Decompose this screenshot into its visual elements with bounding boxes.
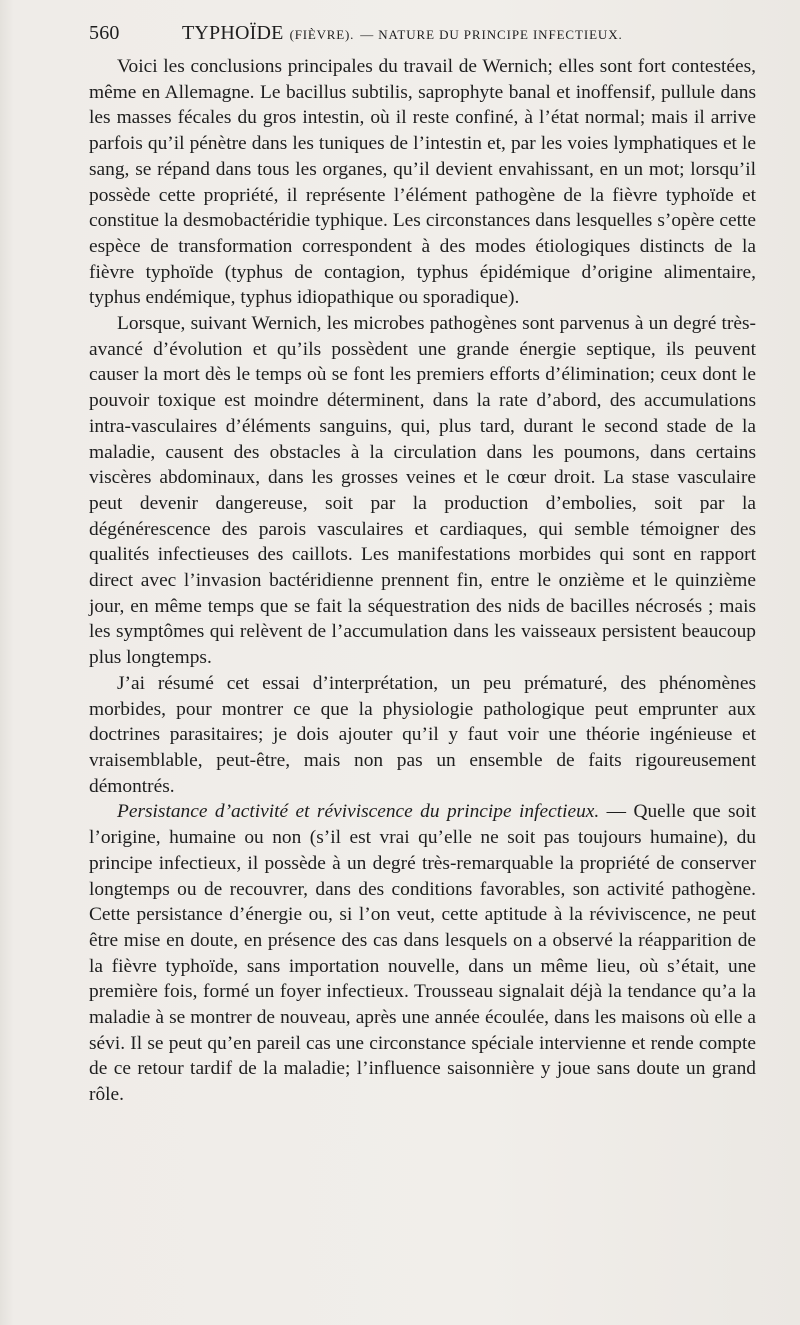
italic-section-heading: Persistance d’activité et réviviscence du principe infectieux. [117,801,600,823]
paragraph-wernich-conclusions: Voici les conclusions principales du travail de Wernich; elles sont fort contestées, même en Allemagne. Le bacillus subtilis, saprophyte banal et inoffensif, pullule dans les masses fécales du gros intestin, où il reste confiné, à l’état normal; mais il arrive parfois qu’il pénètre dans les tuniques de l’intestin et, par les voies lymphatiques et le sang, se répand dans tous les organes, qu’il devient envahissant, en un mot; lorsqu’il possède cette propriété, il représente l’élément pathogène de la fièvre typhoïde et constitue la desmobactéridie typhique. Les circonstances dans lesquelles s’opère cette espèce de transformation correspondent à des modes étiologiques distincts de la fièvre typhoïde (typhus de contagion, typhus épidémique d’origine alimentaire, typhus endémique, typhus idiopathique ou sporadique). [89,56,756,309]
paragraph-persistence [89,799,756,1107]
running-header [89,22,756,52]
running-section-title: — NATURE DU PRINCIPE INFECTIEUX. [360,27,623,42]
running-title: TYPHOÏDE [182,22,284,44]
paragraph-persistence-text: — Quelle que soit l’origine, humaine ou non (s’il est vrai qu’elle ne soit pas toujours humaine), du principe infectieux, il possède à un degré très-remarquable la propriété de conserver longtemps ou de recouvrer, dans des conditions favorables, son activité pathogène. Cette persistance d’énergie ou, si l’on veut, cette aptitude à la réviviscence, ne peut être mise en doute, en présence des cas dans lesquels on a observé la réapparition de la fièvre typhoïde, sans importation nouvelle, dans un même lieu, où s’était, une première fois, formé un foyer infectieux. Trousseau signalait déjà la tendance qu’a la maladie à se montrer de nouveau, après une année écoulée, dans les maisons où elle a sévi. Il se peut qu’en pareil cas une circonstance spéciale intervienne et rende compte de ce retour tardif de la maladie; l’influence saisonnière y joue sans doute un grand rôle. [89,801,757,1106]
running-subtitle: (FIÈVRE). [289,27,355,42]
page-number: 560 [89,22,120,44]
body-text [89,54,756,1108]
paragraph-microbe-evolution: Lorsque, suivant Wernich, les microbes pathogènes sont parvenus à un degré très-avancé d’évolution et qu’ils possèdent une grande énergie septique, ils peuvent causer la mort dès le temps où se font les premiers efforts d’élimination; ceux dont le pouvoir toxique est moindre déterminent, dans la rate d’abord, des accumulations intra-vasculaires d’éléments sanguins, qui, plus tard, durant le second stade de la maladie, causent des obstacles à la circulation dans les poumons, dans certains viscères abdominaux, dans les grosses veines et le cœur droit. La stase vasculaire peut devenir dangereuse, soit par la production d’embolies, soit par la dégénérescence des parois vasculaires et cardiaques, qui semble témoigner des qualités infectieuses des caillots. Les manifestations morbides qui sont en rapport direct avec l’invasion bactéridienne prennent fin, entre le onzième et le quinzième jour, en même temps que se fait la séquestration des nids de bacilles nécrosés ; mais les symptômes qui relèvent de l’accumulation dans les vaisseaux persistent beaucoup plus longtemps. [89,313,756,669]
paragraph-interpretation-summary: J’ai résumé cet essai d’interprétation, un peu prématuré, des phénomènes morbides, pour montrer ce que la physiologie pathologique peut emprunter aux doctrines parasitaires; je dois ajouter qu’il y faut voir une théorie ingénieuse et vraisemblable, peut-être, mais non pas un ensemble de faits rigoureusement démontrés. [89,672,756,797]
